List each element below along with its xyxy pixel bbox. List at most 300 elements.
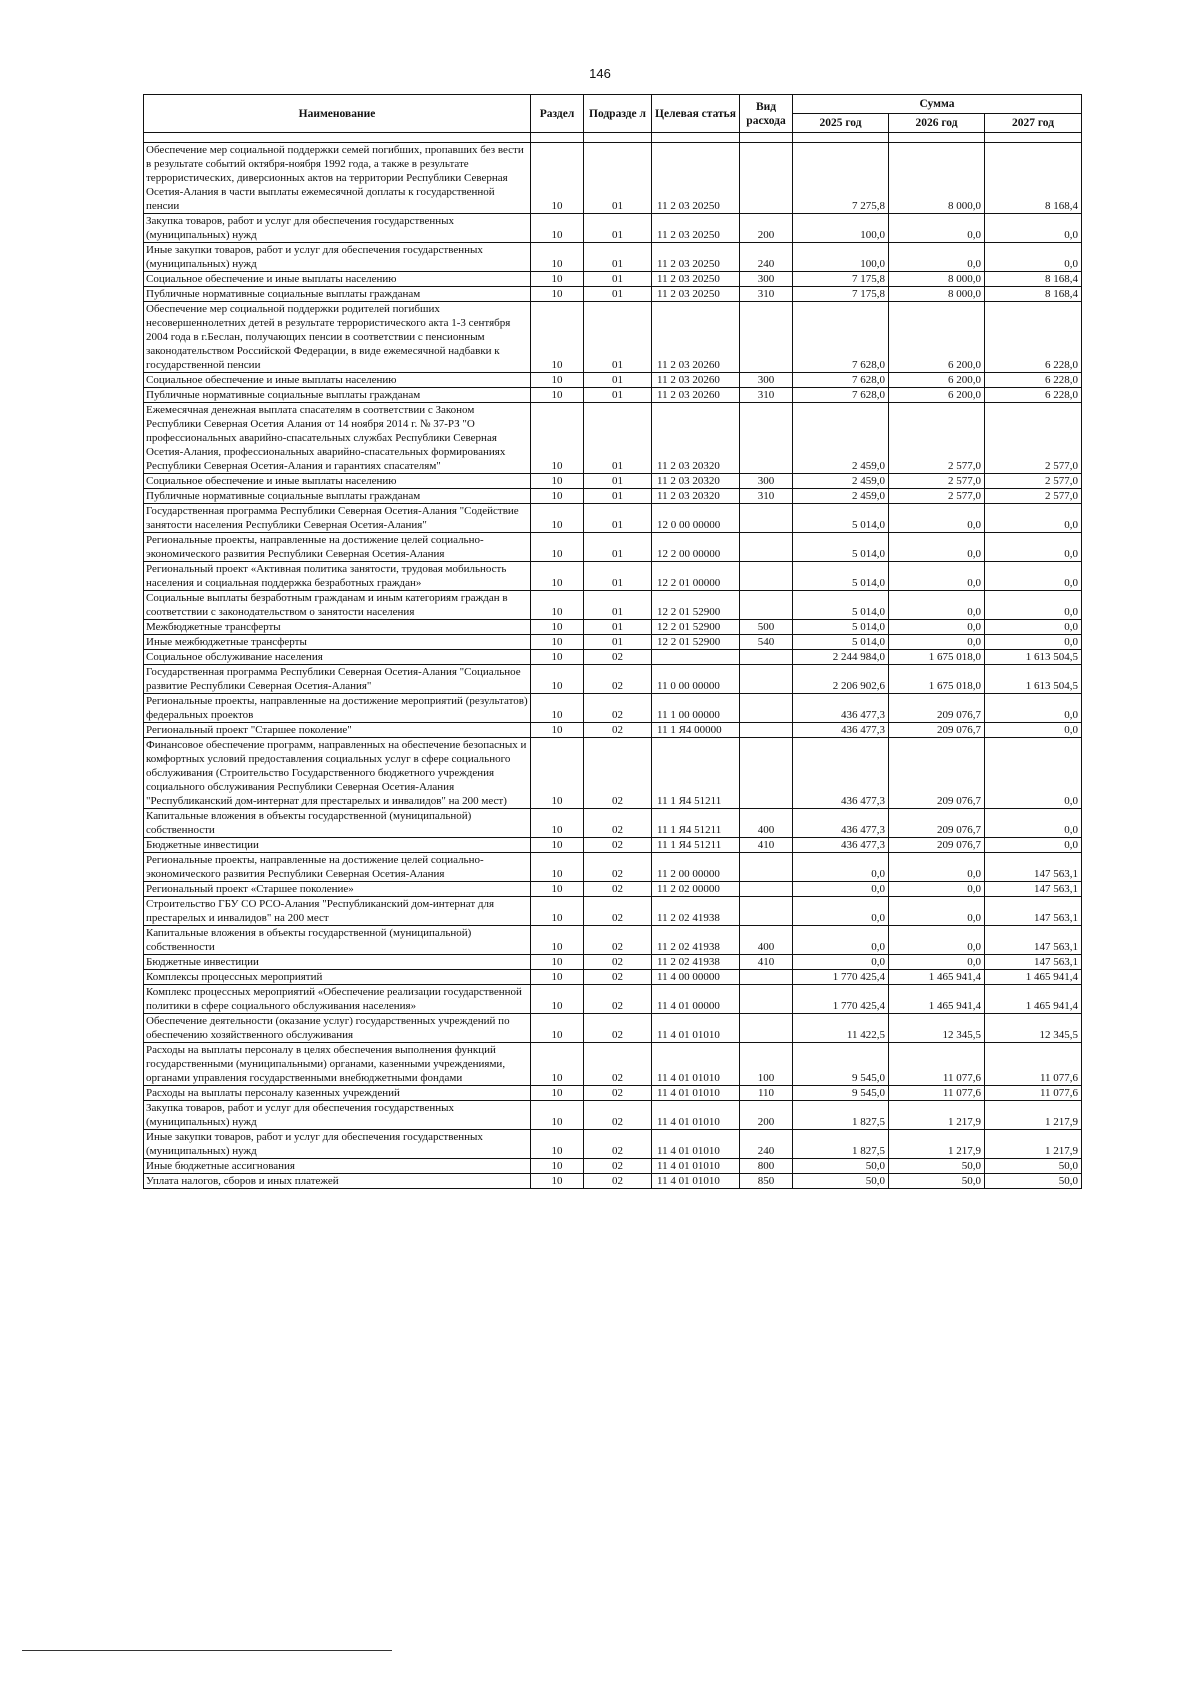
cell-name: Капитальные вложения в объекты государственной (муниципальной) собственности xyxy=(144,809,531,838)
table-row xyxy=(144,897,1082,926)
cell-target-article: 11 1 Я4 51211 xyxy=(652,838,740,853)
table-row xyxy=(144,1130,1082,1159)
table-body xyxy=(144,133,1082,1189)
cell-target-article: 11 2 00 00000 xyxy=(652,853,740,882)
cell-sum-2025: 436 477,3 xyxy=(793,738,889,809)
cell-name: Бюджетные инвестиции xyxy=(144,955,531,970)
cell-sum-2027: 1 613 504,5 xyxy=(985,665,1082,694)
cell-expense-type: 310 xyxy=(740,388,793,403)
cell-expense-type: 400 xyxy=(740,926,793,955)
cell-sum-2027: 8 168,4 xyxy=(985,287,1082,302)
cell-subsection: 01 xyxy=(584,214,652,243)
cell-sum-2026: 1 465 941,4 xyxy=(889,970,985,985)
cell-subsection: 01 xyxy=(584,504,652,533)
budget-table xyxy=(143,94,1082,1189)
cell-name: Капитальные вложения в объекты государственной (муниципальной) собственности xyxy=(144,926,531,955)
cell-expense-type xyxy=(740,591,793,620)
cell-sum-2027: 1 217,9 xyxy=(985,1101,1082,1130)
cell-sum-2026: 0,0 xyxy=(889,926,985,955)
cell-sum-2027: 0,0 xyxy=(985,809,1082,838)
cell-sum-2026: 2 577,0 xyxy=(889,474,985,489)
cell-target-article: 11 1 00 00000 xyxy=(652,694,740,723)
table-row xyxy=(144,302,1082,373)
table-row xyxy=(144,373,1082,388)
cell-expense-type: 800 xyxy=(740,1159,793,1174)
cell-section: 10 xyxy=(531,926,584,955)
cell-sum-2025: 2 206 902,6 xyxy=(793,665,889,694)
cell-sum-2025: 436 477,3 xyxy=(793,723,889,738)
table-row xyxy=(144,882,1082,897)
cell-name: Региональные проекты, направленные на достижение целей социально-экономического развития Республики Северная Осетия-Алания xyxy=(144,533,531,562)
cell-sum-2025: 50,0 xyxy=(793,1159,889,1174)
cell-target-article: 12 2 01 52900 xyxy=(652,591,740,620)
cell-target-article: 11 2 03 20320 xyxy=(652,489,740,504)
cell-sum-2025: 2 459,0 xyxy=(793,403,889,474)
cell-sum-2026: 0,0 xyxy=(889,853,985,882)
table-row xyxy=(144,474,1082,489)
cell-sum-2025: 7 175,8 xyxy=(793,272,889,287)
cell-subsection: 02 xyxy=(584,1159,652,1174)
cell-sum-2027: 1 465 941,4 xyxy=(985,985,1082,1014)
cell-sum-2025: 436 477,3 xyxy=(793,838,889,853)
cell-sum-2027: 50,0 xyxy=(985,1174,1082,1189)
cell-sum-2025: 7 628,0 xyxy=(793,388,889,403)
footnote-divider xyxy=(22,1650,392,1651)
cell-section: 10 xyxy=(531,985,584,1014)
cell-target-article: 11 4 01 01010 xyxy=(652,1043,740,1086)
cell-name: Публичные нормативные социальные выплаты гражданам xyxy=(144,287,531,302)
cell-sum-2027: 8 168,4 xyxy=(985,272,1082,287)
cell-section: 10 xyxy=(531,838,584,853)
cell-section: 10 xyxy=(531,489,584,504)
cell-target-article: 11 4 01 01010 xyxy=(652,1159,740,1174)
cell-expense-type: 540 xyxy=(740,635,793,650)
cell-section: 10 xyxy=(531,287,584,302)
cell-subsection: 01 xyxy=(584,489,652,504)
table-row xyxy=(144,504,1082,533)
cell-expense-type xyxy=(740,970,793,985)
cell-subsection: 01 xyxy=(584,373,652,388)
cell-sum-2026: 11 077,6 xyxy=(889,1086,985,1101)
cell-section: 10 xyxy=(531,1174,584,1189)
cell-target-article: 11 2 03 20250 xyxy=(652,243,740,272)
cell-section: 10 xyxy=(531,143,584,214)
cell-expense-type: 400 xyxy=(740,809,793,838)
cell-subsection: 01 xyxy=(584,635,652,650)
cell-sum-2026: 0,0 xyxy=(889,955,985,970)
cell-sum-2027: 6 228,0 xyxy=(985,302,1082,373)
cell-name: Социальное обеспечение и иные выплаты населению xyxy=(144,474,531,489)
header-spacer-row xyxy=(144,133,1082,143)
table-row xyxy=(144,809,1082,838)
cell-sum-2025: 7 628,0 xyxy=(793,373,889,388)
cell-target-article: 11 1 Я4 51211 xyxy=(652,738,740,809)
cell-sum-2025: 1 770 425,4 xyxy=(793,970,889,985)
table-row xyxy=(144,1174,1082,1189)
cell-sum-2025: 7 175,8 xyxy=(793,287,889,302)
cell-subsection: 01 xyxy=(584,272,652,287)
header-section: Раздел xyxy=(531,95,584,133)
cell-sum-2026: 0,0 xyxy=(889,897,985,926)
cell-sum-2026: 1 675 018,0 xyxy=(889,665,985,694)
table-row xyxy=(144,985,1082,1014)
cell-section: 10 xyxy=(531,723,584,738)
cell-sum-2026: 209 076,7 xyxy=(889,723,985,738)
cell-sum-2026: 1 217,9 xyxy=(889,1101,985,1130)
cell-sum-2025: 0,0 xyxy=(793,882,889,897)
table-row xyxy=(144,723,1082,738)
cell-target-article: 11 4 01 01010 xyxy=(652,1086,740,1101)
table-row xyxy=(144,1101,1082,1130)
header-expense-type: Вид расхода xyxy=(740,95,793,133)
cell-name: Социальное обеспечение и иные выплаты населению xyxy=(144,272,531,287)
cell-name: Публичные нормативные социальные выплаты гражданам xyxy=(144,388,531,403)
cell-name: Государственная программа Республики Северная Осетия-Алания "Содействие занятости населения Республики Северная Осетия-Алания" xyxy=(144,504,531,533)
table-row xyxy=(144,694,1082,723)
cell-section: 10 xyxy=(531,243,584,272)
cell-name: Финансовое обеспечение программ, направленных на обеспечение безопасных и комфортных условий предоставления социальных услуг в сфере социального обслуживания (Строительство Государственного бюджетного учреждения социального обслуживания Республики Северная Осетия-Алания "Республиканский дом-интернат для престарелых и инвалидов" на 200 мест) xyxy=(144,738,531,809)
cell-sum-2027: 1 217,9 xyxy=(985,1130,1082,1159)
cell-target-article: 11 4 00 00000 xyxy=(652,970,740,985)
cell-sum-2025: 2 459,0 xyxy=(793,489,889,504)
cell-expense-type: 500 xyxy=(740,620,793,635)
cell-section: 10 xyxy=(531,1159,584,1174)
table-row xyxy=(144,838,1082,853)
cell-name: Комплексы процессных мероприятий xyxy=(144,970,531,985)
table-row xyxy=(144,388,1082,403)
cell-sum-2027: 2 577,0 xyxy=(985,489,1082,504)
cell-target-article: 11 4 01 01010 xyxy=(652,1174,740,1189)
cell-sum-2025: 9 545,0 xyxy=(793,1043,889,1086)
cell-section: 10 xyxy=(531,970,584,985)
table-row xyxy=(144,853,1082,882)
table-row xyxy=(144,926,1082,955)
table-row xyxy=(144,1014,1082,1043)
cell-subsection: 02 xyxy=(584,738,652,809)
cell-sum-2026: 0,0 xyxy=(889,533,985,562)
cell-sum-2027: 0,0 xyxy=(985,738,1082,809)
cell-target-article: 12 0 00 00000 xyxy=(652,504,740,533)
cell-subsection: 01 xyxy=(584,403,652,474)
cell-section: 10 xyxy=(531,1130,584,1159)
cell-sum-2025: 5 014,0 xyxy=(793,591,889,620)
cell-sum-2025: 1 827,5 xyxy=(793,1130,889,1159)
cell-sum-2027: 0,0 xyxy=(985,562,1082,591)
cell-expense-type: 300 xyxy=(740,373,793,388)
cell-subsection: 01 xyxy=(584,562,652,591)
cell-section: 10 xyxy=(531,403,584,474)
cell-sum-2027: 1 613 504,5 xyxy=(985,650,1082,665)
cell-expense-type xyxy=(740,694,793,723)
cell-subsection: 02 xyxy=(584,926,652,955)
table-row xyxy=(144,489,1082,504)
cell-section: 10 xyxy=(531,650,584,665)
cell-sum-2025: 0,0 xyxy=(793,853,889,882)
cell-name: Бюджетные инвестиции xyxy=(144,838,531,853)
table-row xyxy=(144,970,1082,985)
cell-subsection: 01 xyxy=(584,620,652,635)
cell-subsection: 01 xyxy=(584,287,652,302)
cell-section: 10 xyxy=(531,620,584,635)
cell-expense-type: 240 xyxy=(740,1130,793,1159)
cell-sum-2026: 209 076,7 xyxy=(889,694,985,723)
cell-sum-2027: 0,0 xyxy=(985,533,1082,562)
cell-sum-2027: 2 577,0 xyxy=(985,403,1082,474)
cell-subsection: 02 xyxy=(584,985,652,1014)
cell-sum-2026: 0,0 xyxy=(889,882,985,897)
cell-name: Иные закупки товаров, работ и услуг для обеспечения государственных (муниципальных) нужд xyxy=(144,1130,531,1159)
cell-sum-2026: 0,0 xyxy=(889,620,985,635)
cell-sum-2026: 6 200,0 xyxy=(889,302,985,373)
cell-section: 10 xyxy=(531,388,584,403)
cell-expense-type: 310 xyxy=(740,287,793,302)
cell-expense-type: 850 xyxy=(740,1174,793,1189)
cell-sum-2027: 50,0 xyxy=(985,1159,1082,1174)
cell-name: Расходы на выплаты персоналу в целях обеспечения выполнения функций государственными (муниципальными) органами, казенными учреждениями, органами управления государственными внебюджетными фондами xyxy=(144,1043,531,1086)
cell-name: Закупка товаров, работ и услуг для обеспечения государственных (муниципальных) нужд xyxy=(144,214,531,243)
cell-section: 10 xyxy=(531,214,584,243)
cell-section: 10 xyxy=(531,591,584,620)
cell-sum-2025: 436 477,3 xyxy=(793,694,889,723)
cell-expense-type xyxy=(740,665,793,694)
header-subsection: Подразде л xyxy=(584,95,652,133)
cell-section: 10 xyxy=(531,897,584,926)
cell-subsection: 02 xyxy=(584,650,652,665)
cell-target-article: 11 2 03 20250 xyxy=(652,287,740,302)
cell-section: 10 xyxy=(531,694,584,723)
cell-sum-2026: 50,0 xyxy=(889,1159,985,1174)
cell-section: 10 xyxy=(531,1086,584,1101)
cell-sum-2025: 5 014,0 xyxy=(793,620,889,635)
cell-sum-2026: 12 345,5 xyxy=(889,1014,985,1043)
cell-sum-2025: 2 244 984,0 xyxy=(793,650,889,665)
cell-subsection: 02 xyxy=(584,970,652,985)
cell-target-article: 11 2 03 20250 xyxy=(652,272,740,287)
cell-name: Социальное обеспечение и иные выплаты населению xyxy=(144,373,531,388)
cell-sum-2027: 147 563,1 xyxy=(985,955,1082,970)
cell-expense-type: 200 xyxy=(740,214,793,243)
cell-sum-2027: 0,0 xyxy=(985,635,1082,650)
table-row xyxy=(144,665,1082,694)
cell-subsection: 02 xyxy=(584,723,652,738)
cell-target-article: 12 2 01 52900 xyxy=(652,620,740,635)
cell-target-article: 11 1 Я4 51211 xyxy=(652,809,740,838)
cell-section: 10 xyxy=(531,562,584,591)
cell-section: 10 xyxy=(531,955,584,970)
cell-subsection: 01 xyxy=(584,474,652,489)
cell-sum-2026: 11 077,6 xyxy=(889,1043,985,1086)
cell-subsection: 02 xyxy=(584,1043,652,1086)
page-number: 146 xyxy=(589,66,611,81)
cell-section: 10 xyxy=(531,882,584,897)
cell-sum-2025: 7 628,0 xyxy=(793,302,889,373)
cell-sum-2027: 11 077,6 xyxy=(985,1043,1082,1086)
cell-subsection: 02 xyxy=(584,1014,652,1043)
table-row xyxy=(144,287,1082,302)
cell-section: 10 xyxy=(531,1043,584,1086)
cell-target-article: 11 2 03 20320 xyxy=(652,403,740,474)
cell-name: Межбюджетные трансферты xyxy=(144,620,531,635)
cell-sum-2026: 0,0 xyxy=(889,214,985,243)
cell-subsection: 01 xyxy=(584,533,652,562)
cell-target-article: 11 4 01 01010 xyxy=(652,1101,740,1130)
cell-name: Ежемесячная денежная выплата спасателям в соответствии с Законом Республики Северная Осетия Алания от 14 ноября 2014 г. № 37-РЗ "О профессиональных аварийно-спасательных службах Республики Северная Осетия-Алания, профессиональных аварийно-спасательных формированиях Республики Северная Осетия-Алания и гарантиях спасателям" xyxy=(144,403,531,474)
header-year-2027: 2027 год xyxy=(985,114,1082,133)
cell-sum-2026: 8 000,0 xyxy=(889,143,985,214)
cell-section: 10 xyxy=(531,373,584,388)
cell-name: Комплекс процессных мероприятий «Обеспечение реализации государственной политики в сфере социального обслуживания населения» xyxy=(144,985,531,1014)
cell-expense-type: 300 xyxy=(740,272,793,287)
header-target-article: Целевая статья xyxy=(652,95,740,133)
cell-section: 10 xyxy=(531,474,584,489)
cell-name: Региональные проекты, направленные на достижение мероприятий (результатов) федеральных проектов xyxy=(144,694,531,723)
cell-sum-2027: 147 563,1 xyxy=(985,853,1082,882)
cell-sum-2025: 5 014,0 xyxy=(793,562,889,591)
cell-section: 10 xyxy=(531,738,584,809)
cell-name: Обеспечение деятельности (оказание услуг) государственных учреждений по обеспечению хозяйственного обслуживания xyxy=(144,1014,531,1043)
cell-target-article: 11 1 Я4 00000 xyxy=(652,723,740,738)
table-row xyxy=(144,1043,1082,1086)
cell-subsection: 02 xyxy=(584,694,652,723)
cell-section: 10 xyxy=(531,635,584,650)
cell-sum-2026: 0,0 xyxy=(889,591,985,620)
table-row xyxy=(144,955,1082,970)
cell-target-article: 11 2 03 20260 xyxy=(652,302,740,373)
cell-target-article: 11 2 02 41938 xyxy=(652,926,740,955)
cell-target-article: 11 4 01 00000 xyxy=(652,985,740,1014)
table-row xyxy=(144,650,1082,665)
cell-sum-2025: 0,0 xyxy=(793,955,889,970)
cell-sum-2026: 8 000,0 xyxy=(889,287,985,302)
header-name: Наименование xyxy=(144,95,531,133)
cell-expense-type xyxy=(740,533,793,562)
cell-expense-type xyxy=(740,897,793,926)
cell-target-article: 11 0 00 00000 xyxy=(652,665,740,694)
cell-subsection: 01 xyxy=(584,243,652,272)
cell-sum-2027: 0,0 xyxy=(985,620,1082,635)
cell-target-article: 11 2 03 20260 xyxy=(652,373,740,388)
cell-expense-type xyxy=(740,738,793,809)
cell-expense-type xyxy=(740,504,793,533)
table-row xyxy=(144,1086,1082,1101)
cell-name: Региональный проект "Старшее поколение" xyxy=(144,723,531,738)
cell-target-article: 11 2 03 20260 xyxy=(652,388,740,403)
cell-sum-2025: 7 275,8 xyxy=(793,143,889,214)
table-row xyxy=(144,243,1082,272)
cell-target-article: 11 2 02 41938 xyxy=(652,897,740,926)
cell-sum-2026: 0,0 xyxy=(889,562,985,591)
table-row xyxy=(144,562,1082,591)
cell-subsection: 01 xyxy=(584,591,652,620)
cell-sum-2026: 209 076,7 xyxy=(889,809,985,838)
cell-sum-2025: 50,0 xyxy=(793,1174,889,1189)
cell-name: Региональный проект «Старшее поколение» xyxy=(144,882,531,897)
cell-target-article: 12 2 01 52900 xyxy=(652,635,740,650)
cell-section: 10 xyxy=(531,272,584,287)
cell-expense-type: 410 xyxy=(740,838,793,853)
cell-sum-2025: 0,0 xyxy=(793,926,889,955)
cell-sum-2025: 100,0 xyxy=(793,214,889,243)
cell-subsection: 02 xyxy=(584,1101,652,1130)
cell-expense-type xyxy=(740,723,793,738)
table-row xyxy=(144,1159,1082,1174)
cell-section: 10 xyxy=(531,533,584,562)
cell-expense-type: 110 xyxy=(740,1086,793,1101)
cell-sum-2026: 50,0 xyxy=(889,1174,985,1189)
cell-name: Закупка товаров, работ и услуг для обеспечения государственных (муниципальных) нужд xyxy=(144,1101,531,1130)
cell-expense-type xyxy=(740,562,793,591)
cell-sum-2025: 1 770 425,4 xyxy=(793,985,889,1014)
cell-name: Расходы на выплаты персоналу казенных учреждений xyxy=(144,1086,531,1101)
cell-sum-2026: 1 217,9 xyxy=(889,1130,985,1159)
cell-sum-2025: 2 459,0 xyxy=(793,474,889,489)
cell-sum-2027: 0,0 xyxy=(985,243,1082,272)
cell-target-article: 12 2 00 00000 xyxy=(652,533,740,562)
table-row xyxy=(144,738,1082,809)
cell-sum-2025: 5 014,0 xyxy=(793,533,889,562)
cell-sum-2026: 2 577,0 xyxy=(889,403,985,474)
table-row xyxy=(144,272,1082,287)
cell-sum-2026: 209 076,7 xyxy=(889,738,985,809)
cell-subsection: 01 xyxy=(584,143,652,214)
cell-target-article: 11 4 01 01010 xyxy=(652,1014,740,1043)
cell-target-article: 11 2 02 00000 xyxy=(652,882,740,897)
cell-name: Социальное обслуживание населения xyxy=(144,650,531,665)
table-row xyxy=(144,533,1082,562)
cell-name: Публичные нормативные социальные выплаты гражданам xyxy=(144,489,531,504)
cell-subsection: 02 xyxy=(584,897,652,926)
cell-expense-type: 100 xyxy=(740,1043,793,1086)
cell-sum-2027: 8 168,4 xyxy=(985,143,1082,214)
cell-section: 10 xyxy=(531,853,584,882)
cell-sum-2025: 5 014,0 xyxy=(793,635,889,650)
cell-section: 10 xyxy=(531,665,584,694)
cell-expense-type xyxy=(740,1014,793,1043)
table-row xyxy=(144,620,1082,635)
cell-expense-type xyxy=(740,853,793,882)
cell-name: Государственная программа Республики Северная Осетия-Алания "Социальное развитие Республики Северная Осетия-Алания" xyxy=(144,665,531,694)
cell-name: Иные бюджетные ассигнования xyxy=(144,1159,531,1174)
cell-subsection: 02 xyxy=(584,1174,652,1189)
cell-expense-type xyxy=(740,985,793,1014)
cell-sum-2027: 0,0 xyxy=(985,838,1082,853)
cell-sum-2027: 6 228,0 xyxy=(985,388,1082,403)
cell-expense-type xyxy=(740,143,793,214)
cell-sum-2025: 0,0 xyxy=(793,897,889,926)
cell-section: 10 xyxy=(531,1101,584,1130)
cell-name: Социальные выплаты безработным гражданам и иным категориям граждан в соответствии с законодательством о занятости населения xyxy=(144,591,531,620)
cell-expense-type: 240 xyxy=(740,243,793,272)
cell-sum-2027: 0,0 xyxy=(985,214,1082,243)
cell-expense-type: 410 xyxy=(740,955,793,970)
table-row xyxy=(144,214,1082,243)
cell-sum-2027: 6 228,0 xyxy=(985,373,1082,388)
cell-target-article: 11 2 03 20250 xyxy=(652,143,740,214)
cell-name: Строительство ГБУ СО РСО-Алания "Республиканский дом-интернат для престарелых и инвалидов" на 200 мест xyxy=(144,897,531,926)
header-sum: Сумма xyxy=(793,95,1082,114)
cell-subsection: 02 xyxy=(584,1086,652,1101)
cell-expense-type xyxy=(740,302,793,373)
cell-sum-2026: 6 200,0 xyxy=(889,373,985,388)
cell-name: Обеспечение мер социальной поддержки родителей погибших несовершеннолетних детей в результате террористического акта 1-3 сентября 2004 года в г.Беслан, получающих пенсии в соответствии с пенсионным законодательством Российской Федерации, в виде ежемесячной надбавки к государственной пенсии xyxy=(144,302,531,373)
cell-section: 10 xyxy=(531,809,584,838)
cell-expense-type xyxy=(740,403,793,474)
cell-section: 10 xyxy=(531,302,584,373)
header-year-2025: 2025 год xyxy=(793,114,889,133)
cell-subsection: 02 xyxy=(584,1130,652,1159)
cell-sum-2025: 5 014,0 xyxy=(793,504,889,533)
cell-sum-2027: 0,0 xyxy=(985,723,1082,738)
